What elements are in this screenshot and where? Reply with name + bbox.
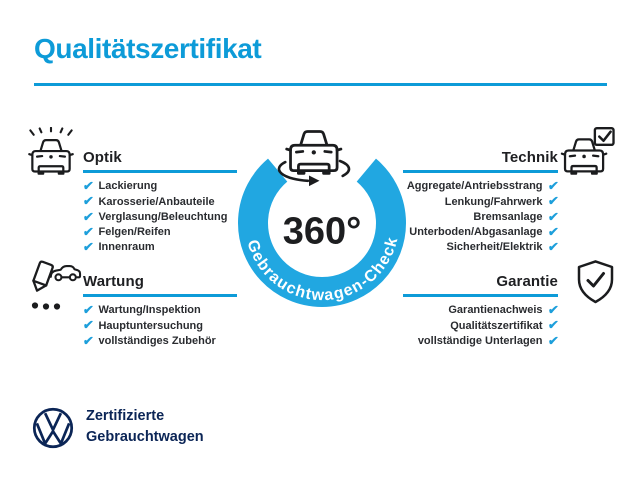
- brand-line-1: Zertifizierte: [86, 408, 165, 424]
- brand-wordmark: [86, 406, 204, 448]
- list-item: [403, 194, 558, 209]
- list-item-label: Aggregate/Antriebsstrang: [406, 180, 543, 193]
- checklist-wartung: [83, 303, 237, 349]
- check-icon: ✔: [82, 194, 95, 209]
- list-item-label: Hauptuntersuchung: [98, 319, 203, 332]
- list-item-label: Garantienachweis: [448, 304, 543, 317]
- list-item: [83, 240, 237, 255]
- section-optik: [83, 149, 237, 255]
- checklist-technik: [403, 179, 558, 255]
- check-icon: ✔: [82, 333, 95, 348]
- vw-logo-icon: [31, 406, 75, 450]
- list-item-label: Qualitätszertifikat: [450, 319, 543, 332]
- check-icon: ✔: [82, 240, 95, 255]
- list-item-label: Sicherheit/Elektrik: [446, 241, 543, 254]
- list-item: [83, 318, 237, 333]
- section-garantie: [403, 273, 558, 348]
- car-rotation-icon: [279, 132, 349, 187]
- list-item-label: Lenkung/Fahrwerk: [444, 195, 543, 208]
- list-item-label: vollständiges Zubehör: [98, 334, 216, 347]
- page-title: Qualitätszertifikat: [34, 33, 262, 64]
- section-technik: [403, 149, 558, 255]
- list-item: [403, 179, 558, 194]
- section-title-garantie: Garantie: [496, 273, 558, 290]
- section-divider: [83, 294, 237, 297]
- check-icon: ✔: [546, 209, 559, 224]
- list-item: [83, 179, 237, 194]
- list-item: [403, 209, 558, 224]
- list-item-label: Bremsanlage: [473, 210, 543, 223]
- check-icon: ✔: [82, 178, 95, 193]
- section-divider: [403, 294, 558, 297]
- list-item: [403, 303, 558, 318]
- section-title-wartung: Wartung: [83, 273, 144, 290]
- list-item: [403, 318, 558, 333]
- check-icon: ✔: [546, 240, 559, 255]
- list-item-label: Unterboden/Abgasanlage: [409, 226, 543, 239]
- section-divider: [403, 170, 558, 173]
- ring-label: Gebrauchtwagen-Check: [243, 234, 402, 305]
- checklist-garantie: [403, 303, 558, 349]
- oil-service-icon: [26, 256, 82, 314]
- 360-check-badge: [228, 116, 418, 316]
- shield-check-icon: [573, 259, 618, 309]
- check-icon: ✔: [546, 178, 559, 193]
- section-title-optik: Optik: [83, 149, 122, 166]
- list-item: [83, 333, 237, 348]
- check-icon: ✔: [82, 318, 95, 333]
- list-item: [83, 194, 237, 209]
- car-checkbox-icon: [560, 127, 616, 180]
- check-icon: ✔: [546, 224, 559, 239]
- brand-line-2: Gebrauchtwagen: [86, 429, 204, 445]
- list-item: [403, 224, 558, 239]
- checklist-optik: [83, 179, 237, 255]
- list-item: [83, 224, 237, 239]
- list-item-label: vollständige Unterlagen: [417, 334, 543, 347]
- list-item-label: Verglasung/Beleuchtung: [98, 210, 228, 223]
- list-item-label: Felgen/Reifen: [98, 226, 171, 239]
- list-item-label: Wartung/Inspektion: [98, 304, 201, 317]
- check-icon: ✔: [82, 302, 95, 317]
- check-icon: ✔: [546, 318, 559, 333]
- check-icon: ✔: [82, 224, 95, 239]
- list-item: [83, 209, 237, 224]
- list-item: [403, 240, 558, 255]
- list-item: [403, 333, 558, 348]
- section-wartung: [83, 273, 237, 348]
- list-item-label: Innenraum: [98, 241, 155, 254]
- check-icon: ✔: [546, 302, 559, 317]
- title-divider: [34, 83, 607, 86]
- section-divider: [83, 170, 237, 173]
- list-item: [83, 303, 237, 318]
- check-icon: ✔: [82, 209, 95, 224]
- car-shine-icon: [26, 127, 76, 179]
- list-item-label: Karosserie/Anbauteile: [98, 195, 215, 208]
- check-icon: ✔: [546, 194, 559, 209]
- list-item-label: Lackierung: [98, 180, 158, 193]
- check-icon: ✔: [546, 333, 559, 348]
- section-title-technik: Technik: [501, 149, 558, 166]
- degree-label: 360°: [282, 210, 362, 253]
